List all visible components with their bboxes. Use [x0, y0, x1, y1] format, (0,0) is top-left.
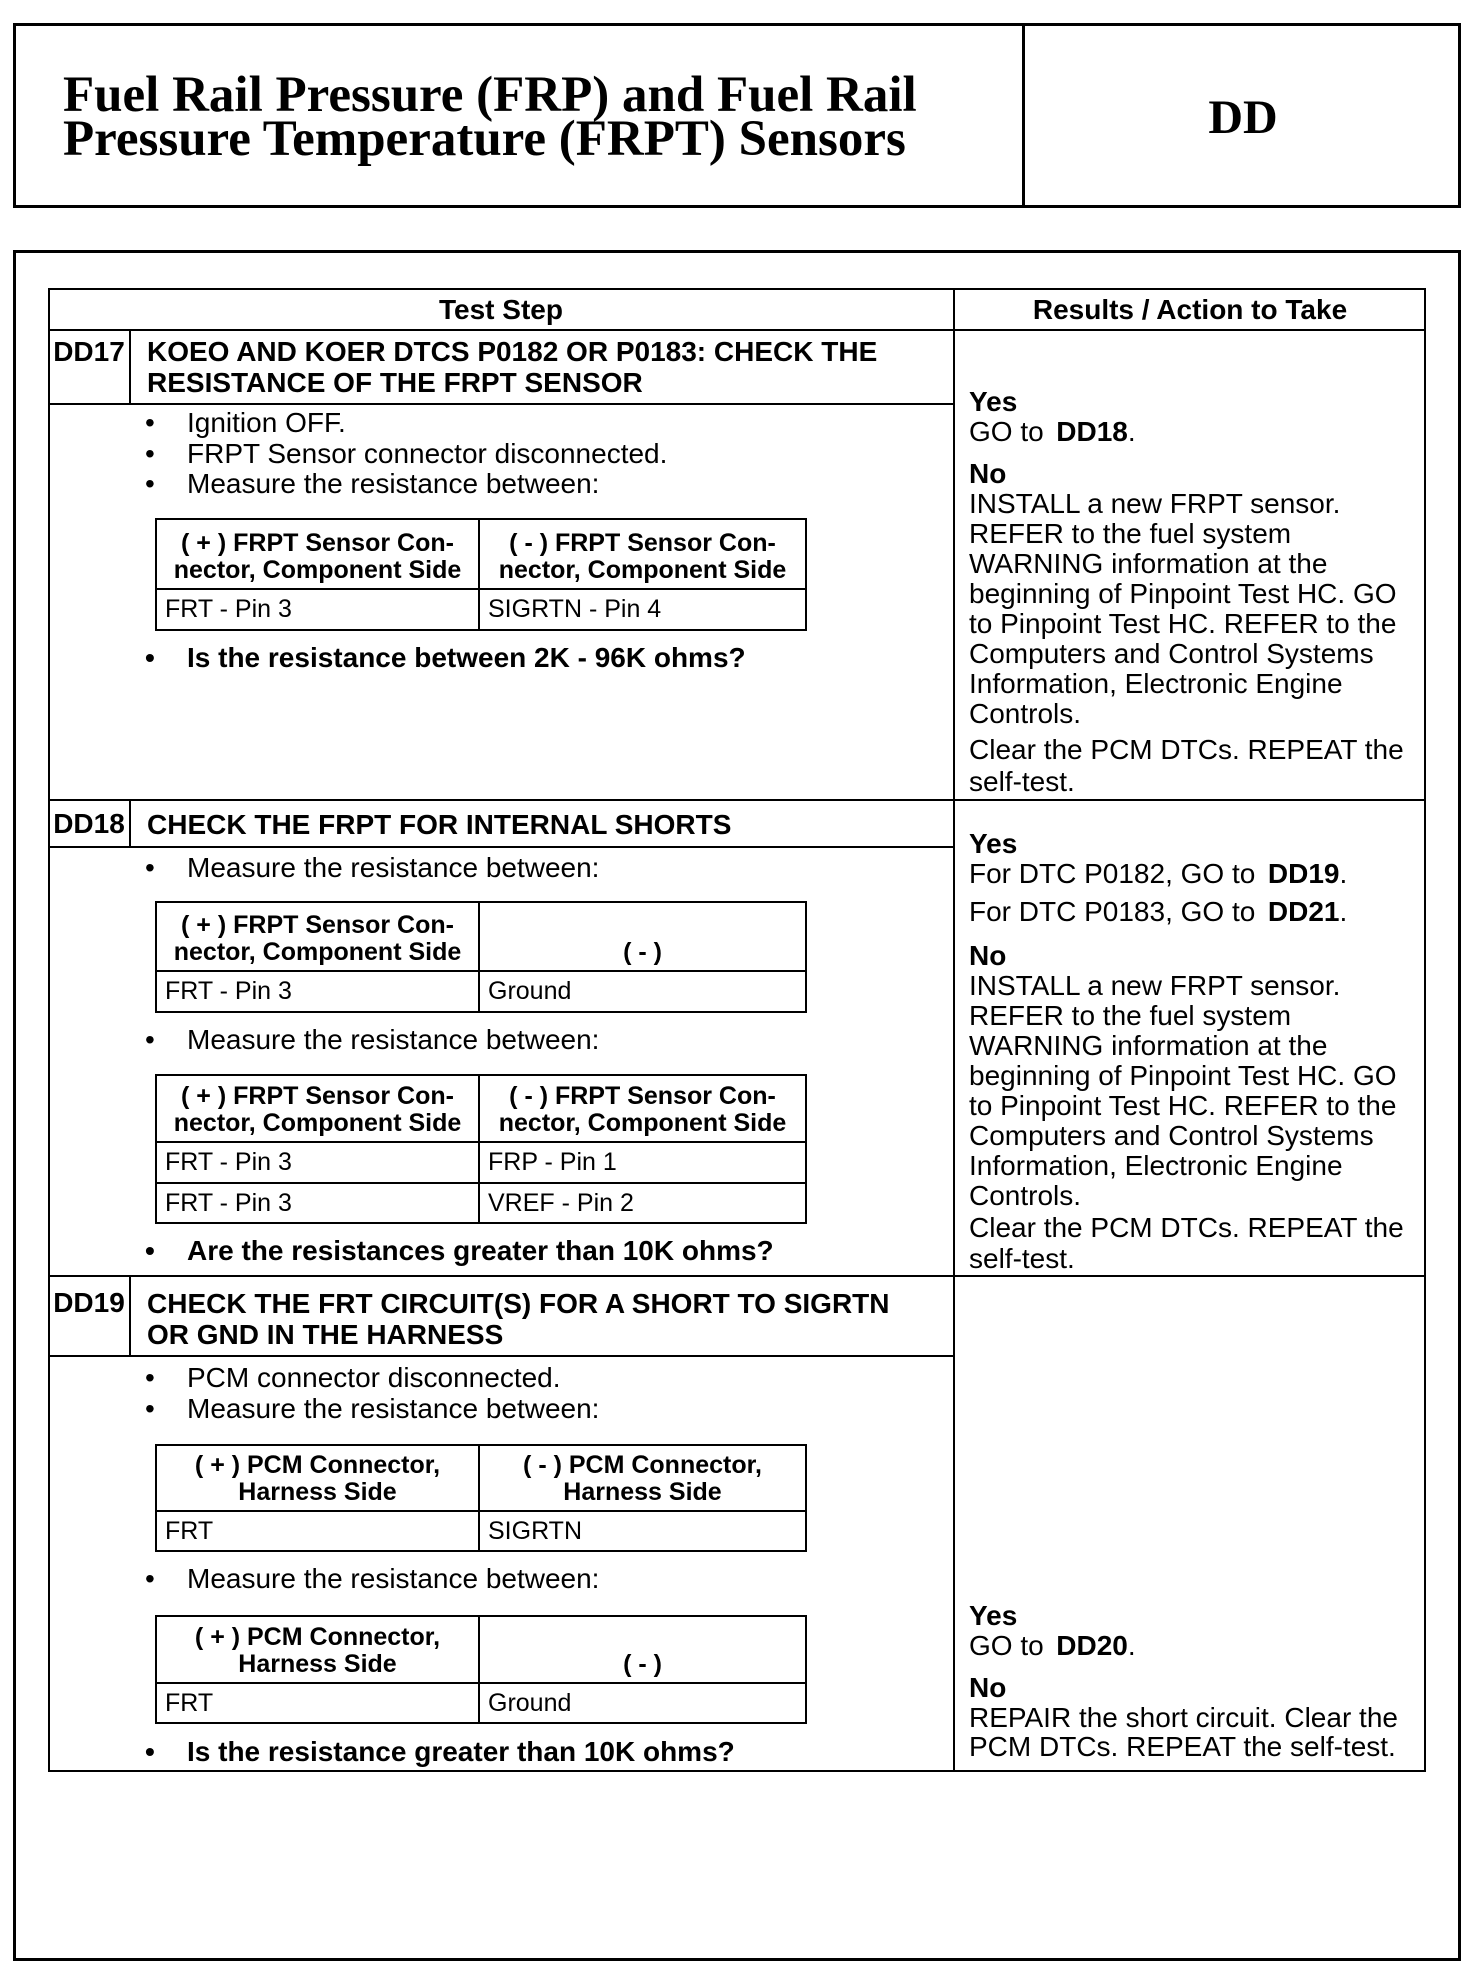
header-line: ( + ) FRPT Sensor Con-	[181, 529, 454, 557]
header-line: ( + ) FRPT Sensor Con-	[181, 911, 454, 939]
dd18-no-result	[969, 941, 1421, 1211]
step-title-dd19	[147, 1288, 947, 1350]
measure-table-row	[156, 1142, 806, 1183]
step-title-line: OR GND IN THE HARNESS	[147, 1319, 504, 1350]
action-text: GO to	[969, 416, 1044, 447]
followup-line: self-test.	[969, 766, 1075, 797]
instruction-item: • Measure the resistance between:	[145, 1564, 945, 1594]
no-label: No	[969, 458, 1007, 489]
no-action-line: beginning of Pinpoint Test HC. GO	[969, 578, 1397, 609]
negative-lead-cell: FRP - Pin 1	[479, 1142, 806, 1183]
step-title-dd18	[147, 809, 947, 840]
instruction-item: • Ignition OFF.	[145, 408, 945, 439]
header-line: ( - ) FRPT Sensor Con-	[509, 1082, 776, 1110]
instruction-item: • PCM connector disconnected.	[145, 1362, 945, 1393]
dd17-yes-result	[969, 387, 1421, 447]
positive-lead-cell: FRT - Pin 3	[156, 589, 479, 630]
positive-lead-cell: FRT	[156, 1683, 479, 1723]
dd17-followup	[969, 734, 1421, 798]
negative-lead-cell: Ground	[479, 971, 806, 1012]
dd17-no-result	[969, 459, 1421, 729]
no-action-line: beginning of Pinpoint Test HC. GO	[969, 1060, 1397, 1091]
no-action-line: Computers and Control Systems	[969, 1120, 1374, 1151]
instruction-item: • Measure the resistance between:	[145, 1025, 945, 1055]
step-label-dd17: DD17	[53, 336, 125, 367]
no-action-line: REPAIR the short circuit. Clear the	[969, 1701, 1398, 1733]
dd18-measure-table-a	[155, 901, 807, 1013]
no-action-line: INSTALL a new FRPT sensor.	[969, 970, 1341, 1001]
header-row-divider	[48, 329, 1426, 331]
header-line: ( - )	[623, 1650, 662, 1678]
dd18-title-divider	[48, 846, 954, 848]
instruction-item: • Measure the resistance between:	[145, 1393, 945, 1424]
positive-lead-cell: FRT - Pin 3	[156, 1142, 479, 1183]
column-divider	[953, 288, 955, 1772]
yes-action	[969, 897, 1421, 927]
yes-label: Yes	[969, 828, 1018, 859]
no-action-line: REFER to the fuel system	[969, 1000, 1292, 1031]
header-line: ( - ) FRPT Sensor Con-	[509, 529, 776, 557]
action-text: For DTC P0182, GO to	[969, 858, 1256, 889]
instruction-item: • FRPT Sensor connector disconnected.	[145, 439, 945, 470]
measure-table-row	[156, 971, 806, 1012]
positive-lead-cell: FRT	[156, 1511, 479, 1551]
dd17-question	[145, 643, 945, 673]
negative-lead-cell: VREF - Pin 2	[479, 1183, 806, 1223]
no-action-line: to Pinpoint Test HC. REFER to the	[969, 1090, 1397, 1121]
positive-lead-header	[156, 902, 479, 971]
header-line: nector, Component Side	[173, 556, 462, 584]
header-line: ( + ) PCM Connector,	[194, 1623, 441, 1651]
measure-table-row	[156, 1183, 806, 1223]
page-title-line-2: Pressure Temperature (FRPT) Sensors	[63, 111, 906, 167]
header-line: ( + ) PCM Connector,	[194, 1451, 441, 1479]
step-title-line: CHECK THE FRPT FOR INTERNAL SHORTS	[147, 809, 732, 840]
header-line: ( - ) PCM Connector,	[523, 1451, 762, 1479]
measure-table-row	[156, 1511, 806, 1551]
step-title-line: RESISTANCE OF THE FRPT SENSOR	[147, 367, 643, 398]
dd17-title-divider	[48, 403, 954, 405]
question-item: • Is the resistance greater than 10K ohms?	[145, 1737, 945, 1767]
dd18-measure-table-b	[155, 1074, 807, 1224]
dd18-instructions-a	[145, 853, 945, 883]
measure-table-header	[156, 519, 806, 589]
yes-label: Yes	[969, 386, 1018, 417]
positive-lead-cell: FRT - Pin 3	[156, 1183, 479, 1223]
no-action-line: REFER to the fuel system	[969, 518, 1292, 549]
header-line: nector, Component Side	[173, 938, 462, 966]
positive-lead-cell: FRT - Pin 3	[156, 971, 479, 1012]
dd17-dd18-divider	[48, 799, 1426, 801]
measure-table-header	[156, 1445, 806, 1511]
step-title-dd17	[147, 336, 947, 398]
header-line: Harness Side	[238, 1478, 397, 1506]
column-header-test-step: Test Step	[439, 294, 563, 325]
negative-lead-cell: SIGRTN - Pin 4	[479, 589, 806, 630]
negative-lead-cell: Ground	[479, 1683, 806, 1723]
instruction-item: • Measure the resistance between:	[145, 469, 945, 500]
action-suffix: .	[1339, 858, 1348, 889]
no-action-line: to Pinpoint Test HC. REFER to the	[969, 608, 1397, 639]
dd19-instructions-a	[145, 1362, 945, 1424]
dd17-instructions	[145, 408, 945, 500]
header-line: nector, Component Side	[173, 1109, 462, 1137]
action-text: For DTC P0183, GO to	[969, 896, 1256, 927]
step-label-dd19: DD19	[53, 1287, 125, 1318]
goto-target: DD21	[1267, 896, 1340, 927]
negative-lead-header	[479, 1075, 806, 1142]
positive-lead-header	[156, 1075, 479, 1142]
yes-label: Yes	[969, 1600, 1018, 1631]
no-action-line: INSTALL a new FRPT sensor.	[969, 488, 1341, 519]
header-line: nector, Component Side	[498, 556, 787, 584]
header-line: Harness Side	[563, 1478, 722, 1506]
step-label-dd18: DD18	[53, 808, 125, 839]
measure-table-header	[156, 902, 806, 971]
dd19-no-result	[969, 1673, 1421, 1762]
goto-target: DD20	[1056, 1630, 1128, 1661]
section-code: DD	[1208, 91, 1278, 144]
no-action-line: Controls.	[969, 1180, 1082, 1211]
measure-table-row	[156, 1683, 806, 1723]
no-action-line: Controls.	[969, 698, 1082, 729]
negative-lead-header	[479, 519, 806, 589]
no-action-line: WARNING information at the	[969, 1030, 1328, 1061]
step-title-line: CHECK THE FRT CIRCUIT(S) FOR A SHORT TO SIGRTN	[147, 1288, 890, 1319]
positive-lead-header	[156, 1445, 479, 1511]
header-line: ( - )	[623, 938, 662, 966]
yes-action	[969, 1631, 1421, 1661]
no-action-line: Information, Electronic Engine	[969, 1150, 1343, 1181]
followup-line: Clear the PCM DTCs. REPEAT the	[969, 1212, 1404, 1243]
dd18-yes-result	[969, 829, 1421, 927]
negative-lead-header	[479, 1445, 806, 1511]
dd19-question	[145, 1737, 945, 1767]
instruction-item: • Measure the resistance between:	[145, 853, 945, 883]
positive-lead-header	[156, 1616, 479, 1683]
negative-lead-cell: SIGRTN	[479, 1511, 806, 1551]
step-title-line: KOEO AND KOER DTCS P0182 OR P0183: CHECK THE	[147, 336, 878, 367]
followup-line: self-test.	[969, 1243, 1075, 1274]
no-action-line: Computers and Control Systems	[969, 638, 1374, 669]
dd19-yes-result	[969, 1601, 1421, 1661]
header-line: ( + ) FRPT Sensor Con-	[181, 1082, 454, 1110]
action-suffix: .	[1127, 1630, 1136, 1661]
negative-lead-header	[479, 902, 806, 971]
dd18-instructions-b	[145, 1025, 945, 1055]
yes-action	[969, 417, 1421, 447]
yes-action	[969, 859, 1421, 889]
page-title-line-1: Fuel Rail Pressure (FRP) and Fuel Rail	[63, 67, 917, 123]
question-item: • Is the resistance between 2K - 96K ohms?	[145, 643, 945, 673]
page-title	[63, 67, 917, 167]
column-header-results: Results / Action to Take	[1032, 294, 1348, 325]
action-suffix: .	[1339, 896, 1348, 927]
action-text: GO to	[969, 1630, 1044, 1661]
goto-target: DD19	[1267, 858, 1340, 889]
action-suffix: .	[1127, 416, 1136, 447]
dd19-measure-table-a	[155, 1444, 807, 1552]
dd19-title-divider	[48, 1355, 954, 1357]
no-label: No	[969, 940, 1007, 971]
negative-lead-header	[479, 1616, 806, 1683]
followup-line: Clear the PCM DTCs. REPEAT the	[969, 734, 1404, 765]
measure-table-header	[156, 1075, 806, 1142]
positive-lead-header	[156, 519, 479, 589]
measure-table-row	[156, 589, 806, 630]
header-line: nector, Component Side	[498, 1109, 787, 1137]
dd18-question	[145, 1236, 945, 1266]
dd19-instructions-b	[145, 1564, 945, 1594]
goto-target: DD18	[1056, 416, 1128, 447]
dd18-dd19-divider	[48, 1275, 1426, 1277]
no-label: No	[969, 1672, 1007, 1703]
question-item: • Are the resistances greater than 10K ohms?	[145, 1236, 945, 1266]
dd19-measure-table-b	[155, 1615, 807, 1724]
no-action-line: PCM DTCs. REPEAT the self-test.	[969, 1731, 1396, 1762]
dd17-measure-table	[155, 518, 807, 631]
no-action-line: WARNING information at the	[969, 548, 1328, 579]
no-action-line: Information, Electronic Engine	[969, 668, 1343, 699]
measure-table-header	[156, 1616, 806, 1683]
dd18-followup	[969, 1212, 1421, 1274]
header-line: Harness Side	[238, 1650, 397, 1678]
